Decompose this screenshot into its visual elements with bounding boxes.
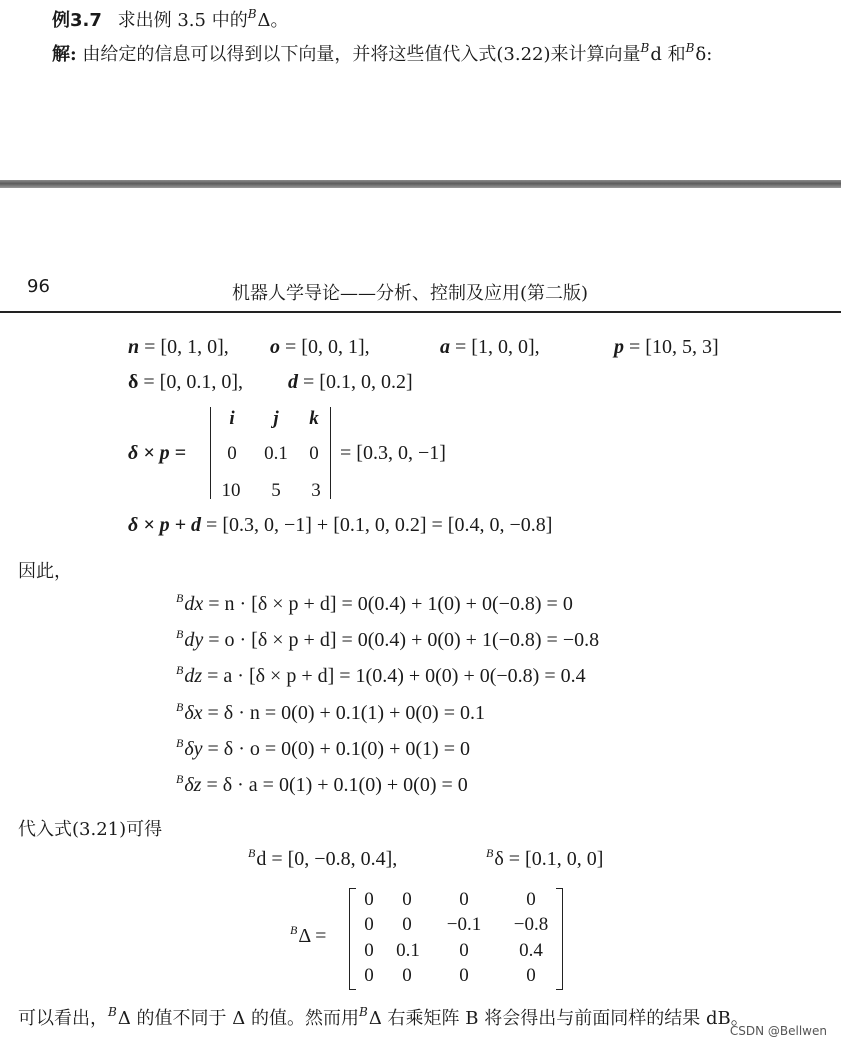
superscript-b: B xyxy=(685,41,695,55)
superscript-b: B xyxy=(290,923,298,937)
matrix-cell: −0.8 xyxy=(513,914,549,935)
result-Bdelta-text: δ = [0.1, 0, 0] xyxy=(494,848,604,870)
vector-n xyxy=(128,336,229,359)
matrix-cell: 0 xyxy=(364,940,374,961)
det-cell: 5 xyxy=(271,480,281,501)
eq-lhs: δz xyxy=(184,774,202,796)
symbol-o: o xyxy=(270,336,280,358)
matrix-cell: 0 xyxy=(402,889,412,910)
therefore-text: 因此， xyxy=(18,561,72,582)
det-cell: 0 xyxy=(309,443,319,464)
superscript-b: B xyxy=(247,7,257,21)
example-tail: Δ。 xyxy=(257,10,289,31)
page-number: 96 xyxy=(27,276,50,297)
det-cell: k xyxy=(309,408,319,429)
eq-lhs: δx xyxy=(184,702,203,724)
det-cell: 3 xyxy=(311,480,321,501)
equation-row xyxy=(176,774,468,797)
vector-a xyxy=(440,336,540,359)
superscript-b: B xyxy=(359,1005,368,1019)
symbol-d: d xyxy=(288,371,298,393)
example-heading xyxy=(52,6,289,32)
eq-rhs: = a · [δ × p + d] = 1(0.4) + 0(0) + 0(−0.8) = 0.4 xyxy=(207,665,586,687)
superscript-b: B xyxy=(248,846,256,860)
superscript-b: B xyxy=(486,846,494,860)
det-cell: 0.1 xyxy=(264,443,288,464)
result-Bdelta xyxy=(486,848,603,871)
determinant-right-bar xyxy=(330,407,331,499)
matrix-lhs xyxy=(290,925,326,948)
vector-delta xyxy=(128,371,243,394)
substitute-text: 代入式(3.21)可得 xyxy=(18,819,163,840)
header-rule xyxy=(0,311,841,313)
eq-rhs: = n · [δ × p + d] = 0(0.4) + 1(0) + 0(−0.8) = 0 xyxy=(208,593,573,615)
conclusion-part-c: Δ 右乘矩阵 B 将会得出与前面同样的结果 dB。 xyxy=(368,1008,749,1029)
equation-row xyxy=(176,629,599,652)
solution-text: 由给定的信息可以得到以下向量，并将这些值代入式(3.22)来计算向量 xyxy=(82,44,641,65)
solution-text-b: d 和 xyxy=(650,44,686,65)
example-label: 例3.7 xyxy=(52,10,102,31)
eq-rhs: = δ · n = 0(0) + 0.1(1) + 0(0) = 0.1 xyxy=(207,702,485,724)
eq-superscript: B xyxy=(176,663,184,677)
matrix-cell: 0 xyxy=(459,889,469,910)
solution-text-c: δ: xyxy=(695,44,713,65)
matrix-cell: 0 xyxy=(459,965,469,986)
example-text: 求出例 3.5 中的 xyxy=(117,10,248,31)
conclusion-part-b: Δ 的值不同于 Δ 的值。然而用 xyxy=(117,1008,359,1029)
matrix-lhs-text: Δ = xyxy=(298,925,327,947)
eq-superscript: B xyxy=(176,591,184,605)
superscript-b: B xyxy=(108,1005,117,1019)
eq-lhs: dz xyxy=(184,665,203,687)
eq-rhs: = o · [δ × p + d] = 0(0.4) + 0(0) + 1(−0.8) = −0.8 xyxy=(208,629,600,651)
matrix-cell: −0.1 xyxy=(446,914,482,935)
running-title: 机器人学导论——分析、控制及应用(第二版) xyxy=(232,283,589,304)
matrix-cell: 0 xyxy=(526,889,536,910)
solution-label: 解: xyxy=(52,44,77,65)
conclusion-text xyxy=(18,1004,749,1030)
eq-superscript: B xyxy=(176,700,184,714)
eq-rhs: = δ · o = 0(0) + 0.1(0) + 0(1) = 0 xyxy=(207,738,470,760)
eq-superscript: B xyxy=(176,736,184,750)
det-cell: i xyxy=(229,408,235,429)
symbol-a: a xyxy=(440,336,450,358)
equation-row xyxy=(176,593,573,616)
vector-d xyxy=(288,371,413,394)
matrix-cell: 0 xyxy=(402,914,412,935)
symbol-n: n xyxy=(128,336,140,358)
matrix-cell: 0.4 xyxy=(519,940,543,961)
det-cell: 0 xyxy=(227,443,237,464)
cross-sum-lhs: δ × p + d xyxy=(128,514,202,536)
value-delta: = [0, 0.1, 0], xyxy=(143,371,243,393)
matrix-cell: 0.1 xyxy=(396,940,420,961)
eq-rhs: = δ · a = 0(1) + 0.1(0) + 0(0) = 0 xyxy=(206,774,468,796)
value-o: = [0, 0, 1], xyxy=(285,336,370,358)
cross-sum xyxy=(128,514,552,537)
matrix-cell: 0 xyxy=(364,914,374,935)
det-cell: 10 xyxy=(221,480,241,501)
conclusion-part-a: 可以看出， xyxy=(18,1008,108,1029)
solution-line xyxy=(52,40,712,66)
cross-result: = [0.3, 0, −1] xyxy=(340,442,446,464)
matrix-cell: 0 xyxy=(459,940,469,961)
matrix-cell: 0 xyxy=(364,965,374,986)
page-divider xyxy=(0,180,841,188)
equation-row xyxy=(176,665,586,688)
det-cell: j xyxy=(273,408,279,429)
eq-lhs: dy xyxy=(184,629,204,651)
result-Bd-text: d = [0, −0.8, 0.4], xyxy=(256,848,398,870)
matrix-cell: 0 xyxy=(364,889,374,910)
value-p: = [10, 5, 3] xyxy=(629,336,719,358)
eq-lhs: dx xyxy=(184,593,204,615)
result-Bd xyxy=(248,848,397,871)
eq-superscript: B xyxy=(176,627,184,641)
equation-row xyxy=(176,738,470,761)
value-d: = [0.1, 0, 0.2] xyxy=(303,371,413,393)
cross-lhs: δ × p = xyxy=(128,442,187,464)
value-a: = [1, 0, 0], xyxy=(455,336,540,358)
vector-o xyxy=(270,336,370,359)
determinant-left-bar xyxy=(210,407,211,499)
matrix-cell: 0 xyxy=(402,965,412,986)
symbol-delta: δ xyxy=(128,371,139,393)
superscript-b: B xyxy=(640,41,650,55)
eq-lhs: δy xyxy=(184,738,203,760)
eq-superscript: B xyxy=(176,772,184,786)
cross-sum-rhs: = [0.3, 0, −1] + [0.1, 0, 0.2] = [0.4, 0, −0.8] xyxy=(206,514,553,536)
matrix-cell: 0 xyxy=(526,965,536,986)
watermark: CSDN @Bellwen xyxy=(729,1024,827,1038)
symbol-p: p xyxy=(614,336,624,358)
vector-p xyxy=(614,336,719,359)
equation-row xyxy=(176,702,485,725)
matrix-left-bracket xyxy=(349,888,356,990)
value-n: = [0, 1, 0], xyxy=(144,336,229,358)
